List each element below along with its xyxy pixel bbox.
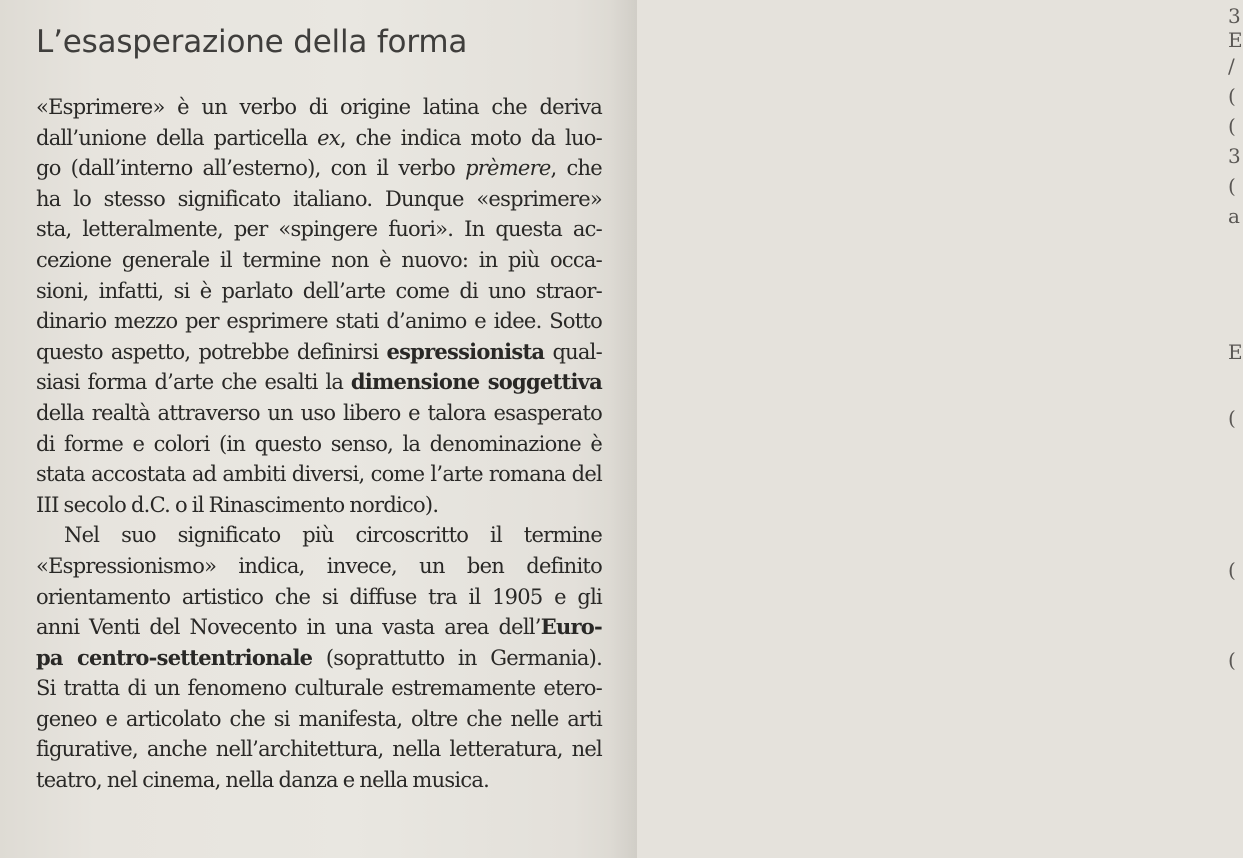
body-text: [36, 92, 602, 796]
edge-glyph: (: [1228, 648, 1236, 672]
text-run: questo aspetto, potrebbe definirsi: [36, 339, 387, 364]
text-run: Nel suo significato più circoscritto il termine: [64, 523, 602, 548]
bold-term: espressionista: [386, 338, 545, 364]
text-run: go (dall’interno all’esterno), con il verbo: [36, 156, 466, 181]
paragraph-2-line: [36, 643, 602, 674]
paragraph-1-line: [36, 429, 602, 460]
text-run: della realtà attraverso un uso libero e talora esasperato: [36, 400, 602, 425]
text-run: anni Venti del Novecento in una vasta area dell’: [36, 615, 541, 640]
edge-glyph: (: [1228, 114, 1236, 138]
facing-page-edge: [609, 0, 1243, 858]
paragraph-1-line: [36, 367, 602, 398]
edge-glyph: (: [1228, 406, 1236, 430]
text-run: ha lo stesso significato italiano. Dunque «esprimere»: [36, 186, 602, 211]
text-run: geneo e articolato che si manifesta, oltre che nelle arti: [36, 706, 602, 731]
text-run: stata accostata ad ambiti diversi, come l’arte romana del: [36, 462, 602, 487]
text-run: di forme e colori (in questo senso, la denominazione è: [36, 431, 602, 456]
paragraph-1-line: [36, 490, 602, 521]
paragraph-1-line: [36, 306, 602, 337]
text-run: orientamento artistico che si diffuse tra il 1905 e gli: [36, 584, 602, 609]
paragraph-1-line: [36, 214, 602, 245]
text-run: , che: [550, 156, 602, 181]
bold-term: pa centro-settentrionale: [36, 644, 313, 670]
edge-glyph: 3: [1228, 144, 1241, 168]
paragraph-2-line: [36, 765, 602, 796]
section-title: L’esasperazione della forma: [36, 24, 468, 60]
edge-glyph: (: [1228, 558, 1236, 582]
bold-term: Euro-: [540, 614, 602, 640]
text-run: sioni, infatti, si è parlato dell’arte come di uno straor-: [36, 278, 602, 303]
paragraph-2-line: [36, 734, 602, 765]
text-run: dall’unione della particella: [36, 125, 318, 150]
paragraph-1-line: [36, 459, 602, 490]
text-run: , che indica moto da luo-: [339, 125, 602, 150]
text-run: III secolo d.C. o il Rinascimento nordico).: [36, 492, 439, 517]
text-run: dinario mezzo per esprimere stati d’animo e idee. Sotto: [36, 309, 602, 334]
text-run: «Esprimere» è un verbo di origine latina che deriva: [36, 95, 602, 119]
italic-term: ex: [317, 125, 340, 150]
paragraph-1-line: [36, 184, 602, 215]
edge-glyph: a: [1228, 204, 1240, 228]
paragraph-2-line: [36, 673, 602, 704]
edge-glyph: (: [1228, 84, 1236, 108]
paragraph-1-line: [36, 92, 602, 123]
paragraph-1-line: [36, 276, 602, 307]
text-run: (soprattutto in Germania).: [312, 645, 602, 670]
edge-glyph: 3: [1228, 4, 1241, 28]
edge-glyph: E: [1228, 340, 1243, 364]
italic-term: prèmere: [465, 156, 551, 181]
paragraph-1-line: [36, 337, 602, 368]
text-run: «Espressionismo» indica, invece, un ben definito: [36, 553, 602, 578]
paragraph-2-line: [36, 551, 602, 582]
text-run: teatro, nel cinema, nella danza e nella musica.: [36, 768, 490, 793]
paragraph-2-line: [36, 704, 602, 735]
paragraph-1-line: [36, 398, 602, 429]
text-run: figurative, anche nell’architettura, nella letteratura, nel: [36, 737, 602, 762]
edge-glyph: (: [1228, 174, 1236, 198]
paragraph-1-line: [36, 153, 602, 184]
paragraph-2-line: [36, 520, 602, 551]
text-run: cezione generale il termine non è nuovo: in più occa-: [36, 247, 602, 272]
text-run: siasi forma d’arte che esalti la: [36, 370, 351, 395]
paragraph-2-line: [36, 582, 602, 613]
paragraph-1-line: [36, 123, 602, 154]
edge-glyph: /: [1228, 54, 1235, 78]
paragraph-2-line: [36, 612, 602, 643]
text-run: qual-: [544, 339, 602, 364]
text-run: sta, letteralmente, per «spingere fuori». In questa ac-: [36, 217, 602, 242]
edge-glyph: E: [1228, 28, 1243, 52]
bold-term: dimensione soggettiva: [350, 369, 602, 395]
text-run: Si tratta di un fenomeno culturale estremamente etero-: [36, 676, 602, 701]
paragraph-1-line: [36, 245, 602, 276]
